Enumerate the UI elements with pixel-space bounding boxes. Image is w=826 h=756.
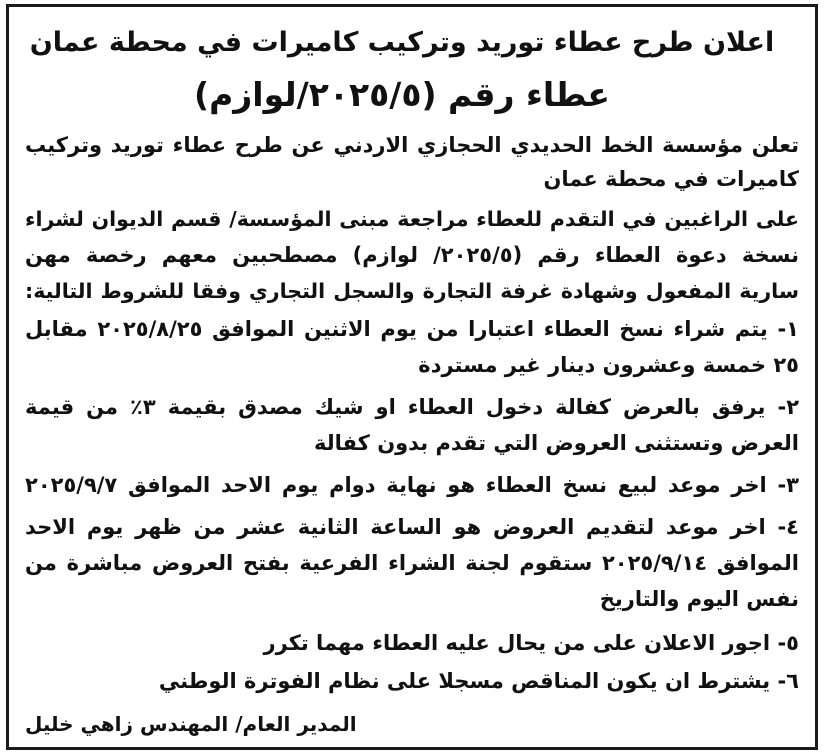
condition-6: ٦- يشترط ان يكون المناقص مسجلا على نظام الفوترة الوطني xyxy=(158,669,799,693)
body-line-applicants: على الراغبين في التقدم للعطاء مراجعة مبنى المؤسسة/ قسم الديوان لشراء xyxy=(25,207,799,231)
signature: المدير العام/ المهندس زاهي خليل xyxy=(25,712,357,736)
announcement-frame xyxy=(6,4,818,750)
announcement-title: اعلان طرح عطاء توريد وتركيب كاميرات في محطة عمان xyxy=(29,27,775,58)
condition-1: ١- يتم شراء نسخ العطاء اعتبارا من يوم الاثنين الموافق ٢٠٢٥/٨/٢٥ مقابل xyxy=(25,317,799,341)
condition-4: ٤- اخر موعد لتقديم العروض هو الساعة الثانية عشر من ظهر يوم الاحد xyxy=(25,515,799,539)
body-line-intro: تعلن مؤسسة الخط الحديدي الحجازي الاردني عن طرح عطاء توريد وتركيب xyxy=(25,133,799,157)
condition-4-cont: الموافق ٢٠٢٥/٩/١٤ ستقوم لجنة الشراء الفرعية بفتح العروض مباشرة من xyxy=(25,551,799,575)
condition-5: ٥- اجور الاعلان على من يحال عليه العطاء مهما تكرر xyxy=(263,631,799,655)
tender-number-title: عطاء رقم (٢٠٢٥/٥/لوازم) xyxy=(194,75,610,114)
condition-2: ٢- يرفق بالعرض كفالة دخول العطاء او شيك مصدق بقيمة ٣٪ من قيمة xyxy=(25,395,799,419)
condition-2-cont: العرض وتستثنى العروض التي تقدم بدون كفالة xyxy=(314,431,799,455)
condition-3: ٣- اخر موعد لبيع نسخ العطاء هو نهاية دوام يوم الاحد الموافق ٢٠٢٥/٩/٧ xyxy=(25,473,799,497)
body-line-intro-cont: كاميرات في محطة عمان xyxy=(543,167,799,191)
body-line-applicants-3: سارية المفعول وشهادة غرفة التجارة والسجل التجاري وفقا للشروط التالية: xyxy=(25,279,799,303)
condition-4-cont-2: نفس اليوم والتاريخ xyxy=(599,587,799,611)
body-line-applicants-2: نسخة دعوة العطاء رقم (٢٠٢٥/٥/ لوازم) مصطحبين معهم رخصة مهن xyxy=(25,243,799,267)
condition-1-cont: ٢٥ خمسة وعشرون دينار غير مستردة xyxy=(418,353,799,377)
